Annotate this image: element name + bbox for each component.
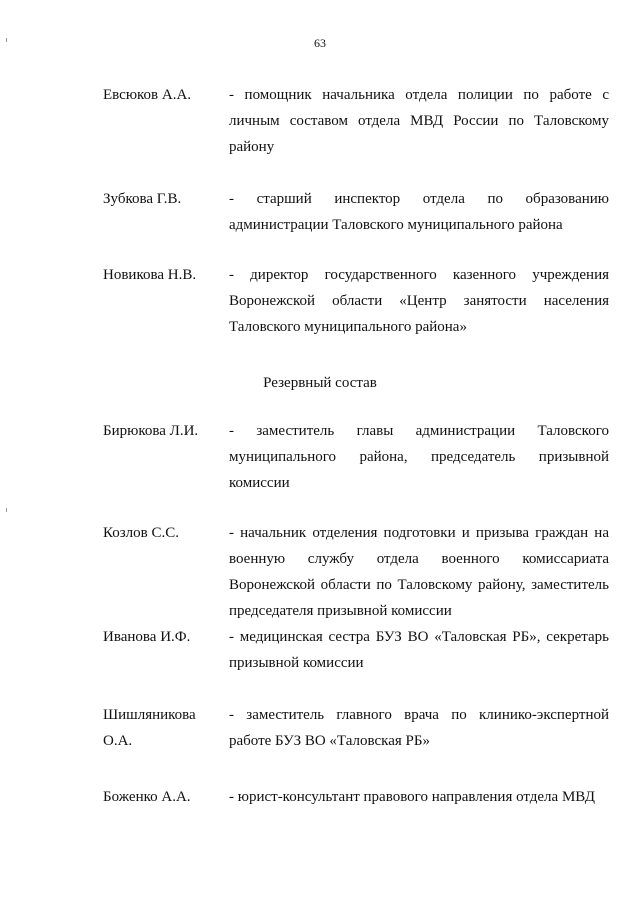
- member-name: Евсюков А.А.: [103, 87, 192, 103]
- member-role: - заместитель главы администрации Таловского муниципального района, председатель призывной комиссии: [229, 423, 609, 491]
- margin-mark: [6, 508, 7, 512]
- member-role: - старший инспектор отдела по образованию администрации Таловского муниципального района: [229, 191, 609, 233]
- member-role: - помощник начальника отдела полиции по работе с личным составом отдела МВД России по Таловскому району: [229, 87, 609, 155]
- member-name: Новикова Н.В.: [103, 267, 197, 283]
- member-name: Зубкова Г.В.: [103, 191, 182, 207]
- member-name: Боженко А.А.: [103, 789, 191, 805]
- reserve-heading: Резервный состав: [263, 375, 377, 391]
- member-name: Иванова И.Ф.: [103, 629, 191, 645]
- member-name: Бирюкова Л.И.: [103, 423, 199, 439]
- page-number: 63: [314, 36, 326, 50]
- member-name: Шишляникова О.А.: [103, 707, 196, 749]
- member-role: - директор государственного казенного учреждения Воронежской области «Центр занятости населения Таловского муниципального района»: [229, 267, 609, 335]
- member-role: - юрист-консультант правового направления отдела МВД: [229, 789, 595, 805]
- member-role: - медицинская сестра БУЗ ВО «Таловская РБ», секретарь призывной комиссии: [229, 629, 609, 671]
- member-role: - заместитель главного врача по клинико-экспертной работе БУЗ ВО «Таловская РБ»: [229, 707, 609, 749]
- member-name: Козлов С.С.: [103, 525, 180, 541]
- member-role: - начальник отделения подготовки и призыва граждан на военную службу отдела военного комиссариата Воронежской области по Таловскому району, заместитель председателя призывной комиссии: [229, 525, 609, 619]
